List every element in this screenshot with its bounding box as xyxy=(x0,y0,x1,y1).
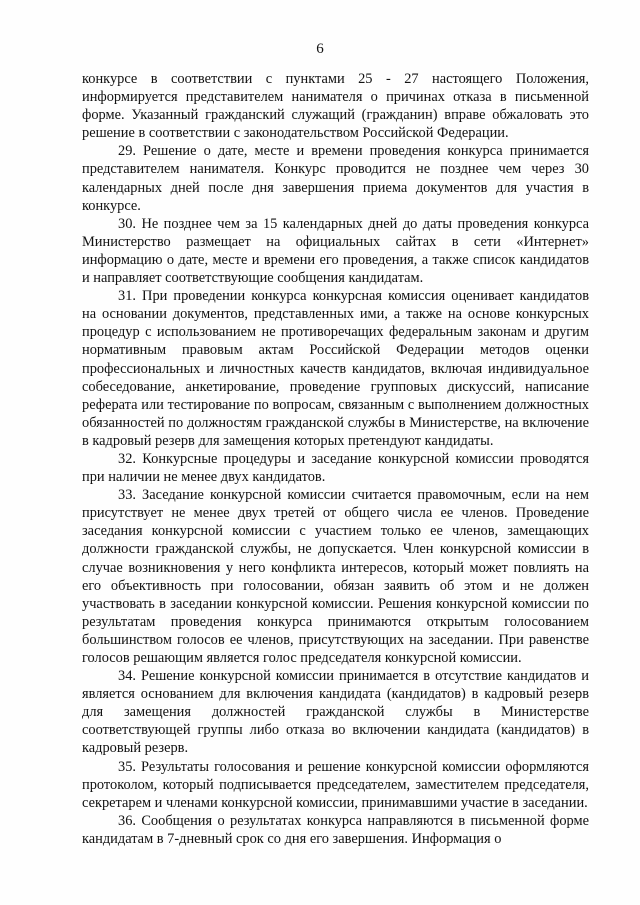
paragraph-29: 29. Решение о дате, месте и времени проведения конкурса принимается представителем нанимателя. Конкурс проводится не позднее чем через 30 календарных дней после дня завершения приема документов для участия в конкурсе. xyxy=(82,143,589,214)
paragraph-34: 34. Решение конкурсной комиссии принимается в отсутствие кандидатов и является основанием для включения кандидата (кандидатов) в кадровый резерв для замещения должностей гражданской службы в Министерстве соответствующей группы либо отказа во включении кандидата (кандидатов) в кадровый резерв. xyxy=(82,668,589,757)
paragraph-36: 36. Сообщения о результатах конкурса направляются в письменной форме кандидатам в 7-дневный срок со дня его завершения. Информация о xyxy=(82,812,589,847)
paragraph-35: 35. Результаты голосования и решение конкурсной комиссии оформляются протоколом, который подписывается председателем, заместителем председателя, секретарем и членами конкурсной комиссии, принимавшими участие в заседании. xyxy=(82,758,589,811)
paragraph-30: 30. Не позднее чем за 15 календарных дней до даты проведения конкурса Министерство размещает на официальных сайтах в сети «Интернет» информацию о дате, месте и времени его проведения, а также список кандидатов и направляет соответствующие сообщения кандидатам. xyxy=(82,215,589,287)
paragraph-32: 32. Конкурсные процедуры и заседание конкурсной комиссии проводятся при наличии не менее двух кандидатов. xyxy=(82,450,589,486)
page-number: 6 xyxy=(316,41,324,57)
paragraph-33: 33. Заседание конкурсной комиссии считается правомочным, если на нем присутствует не менее двух третей от общего числа ее членов. Проведение заседания конкурсной комиссии с участием только ее членов, замещающих должности гражданской службы, не допускается. Член конкурсной комиссии в случае возникновения у него конфликта интересов, который может повлиять на его объективность при голосовании, обязан заявить об этом и не должен участвовать в заседании конкурсной комиссии. Решения конкурсной комиссии по результатам проведения конкурса принимаются открытым голосованием большинством голосов ее членов, присутствующих на заседании. При равенстве голосов решающим является голос председателя конкурсной комиссии. xyxy=(82,487,589,666)
paragraph-continuation: конкурсе в соответствии с пунктами 25 - 27 настоящего Положения, информируется представителем нанимателя о причинах отказа в письменной форме. Указанный гражданский служащий (гражданин) вправе обжаловать это решение в соответствии с законодательством Российской Федерации. xyxy=(82,71,589,142)
document-body xyxy=(82,70,589,848)
paragraph-31: 31. При проведении конкурса конкурсная комиссия оценивает кандидатов на основании документов, представленных ими, а также на основе конкурсных процедур с использованием не противоречащих федеральным законам и другим нормативным правовым актам Российской Федерации методов оценки профессиональных и личностных качеств кандидатов, включая индивидуальное собеседование, анкетирование, проведение групповых дискуссий, написание реферата или тестирование по вопросам, связанным с выполнением должностных обязанностей по должностям гражданской службы в Министерстве, на включение в кадровый резерв для замещения которых претендуют кандидаты. xyxy=(82,288,589,449)
